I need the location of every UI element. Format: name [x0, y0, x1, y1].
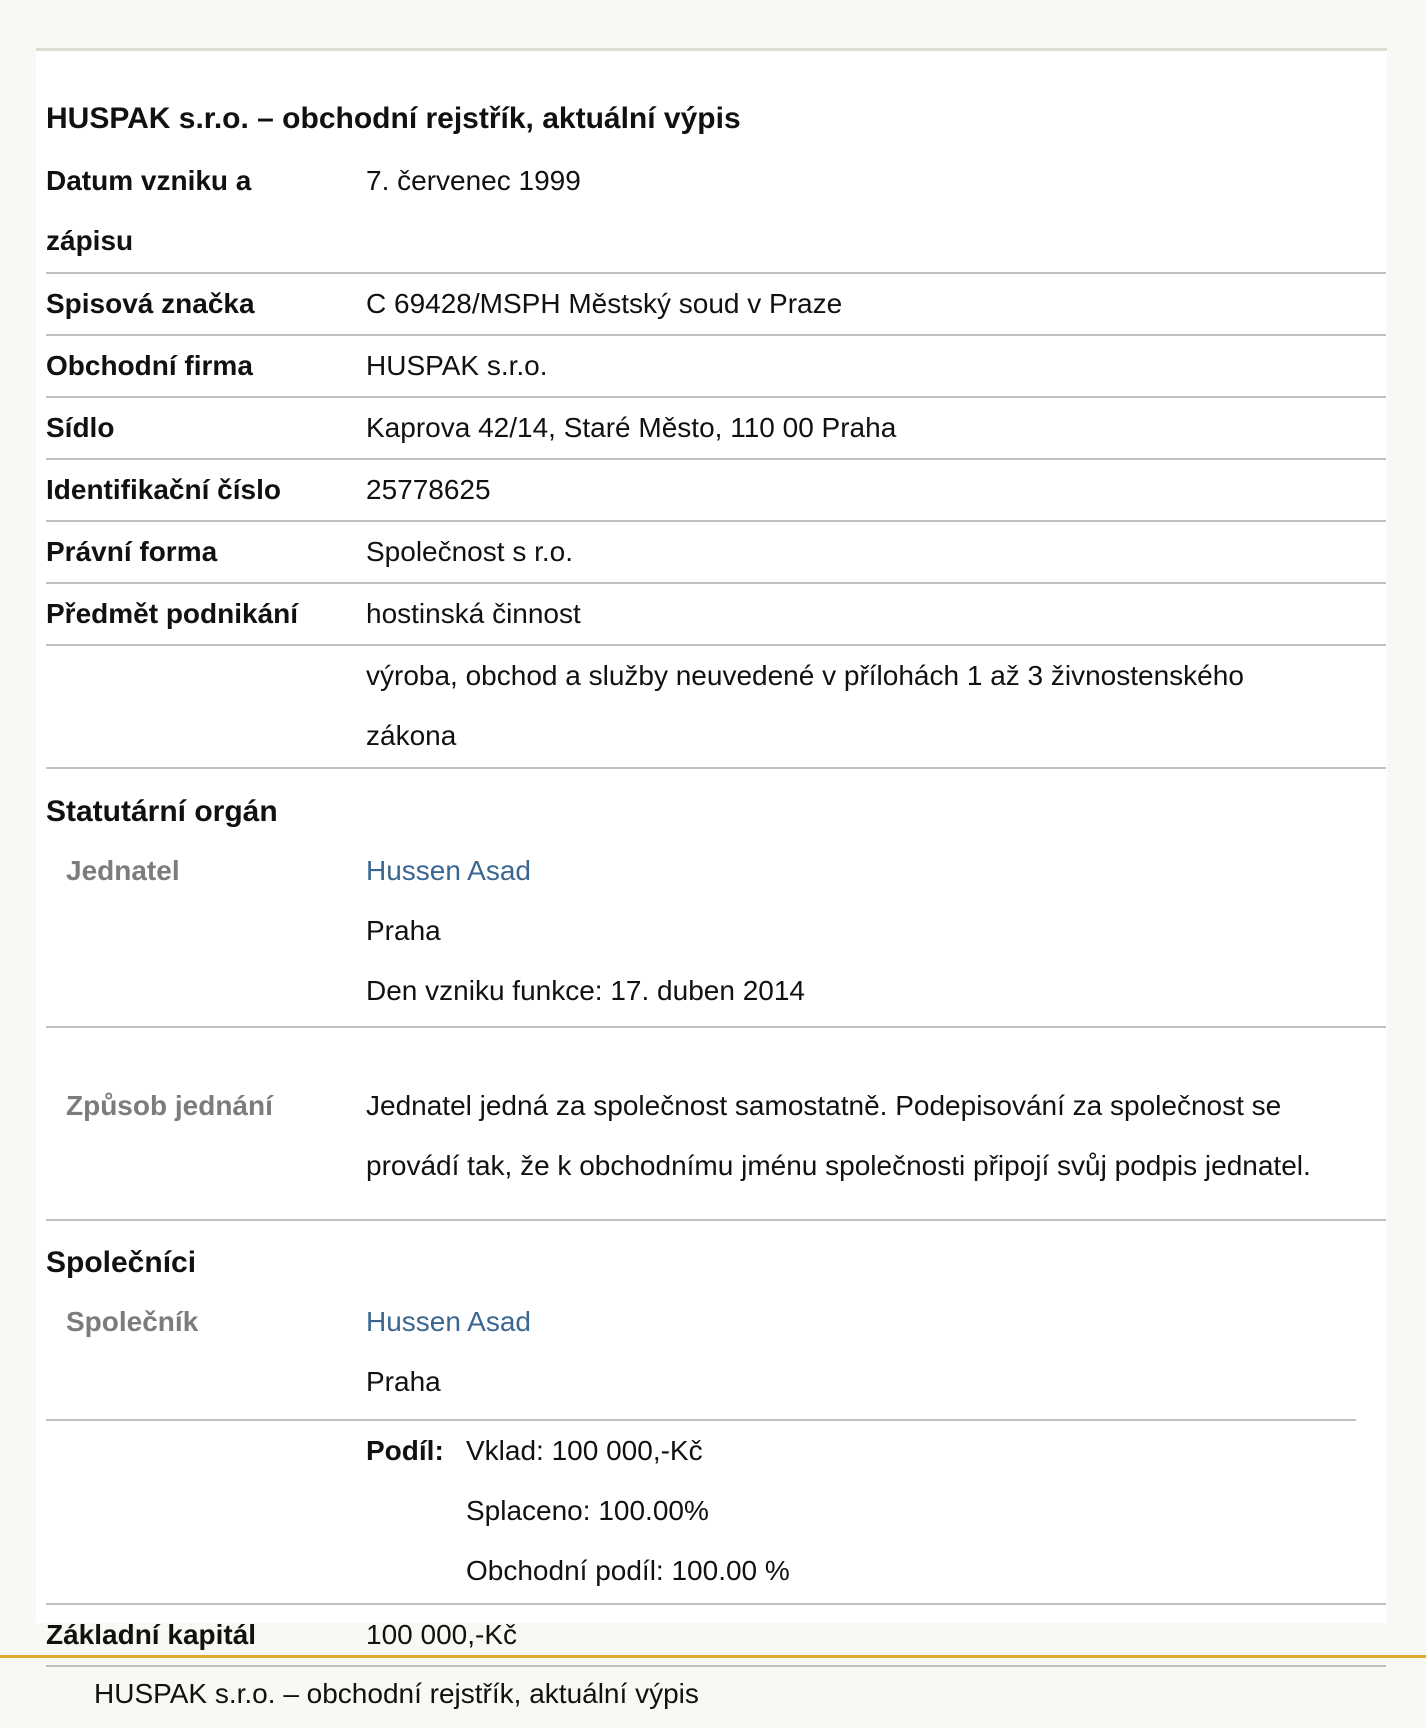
footer-title: HUSPAK s.r.o. – obchodní rejstřík, aktuální výpis — [94, 1678, 699, 1709]
row-predmet-podnikani — [46, 584, 1386, 646]
label-sidlo: Sídlo — [46, 412, 115, 443]
row-identifikacni-cislo — [46, 460, 1386, 522]
value-predmet-podnikani-1: hostinská činnost — [366, 598, 581, 629]
value-datum-vzniku: 7. červenec 1999 — [366, 165, 581, 196]
label-datum-vzniku-line2: zápisu — [46, 225, 134, 256]
spolecnik-name-link[interactable]: Hussen Asad — [366, 1306, 531, 1337]
value-zakladni-kapital: 100 000,-Kč — [366, 1619, 517, 1650]
row-datum-vzniku — [46, 151, 1386, 274]
value-identifikacni-cislo: 25778625 — [366, 474, 491, 505]
row-podil — [46, 1421, 1386, 1605]
row-sidlo — [46, 398, 1386, 460]
footer-divider — [0, 1655, 1426, 1658]
value-sidlo: Kaprova 42/14, Staré Město, 110 00 Praha — [366, 412, 897, 443]
row-spisova-znacka — [46, 274, 1386, 336]
label-jednatel: Jednatel — [66, 855, 180, 886]
registry-extract-card — [36, 51, 1387, 1650]
jednatel-name-link[interactable]: Hussen Asad — [366, 855, 531, 886]
value-predmet-podnikani-2-line2: zákona — [366, 720, 457, 751]
label-podil: Podíl: — [366, 1435, 444, 1466]
label-zakladni-kapital: Základní kapitál — [46, 1619, 257, 1650]
jednatel-since: Den vzniku funkce: 17. duben 2014 — [366, 975, 805, 1006]
zpusob-jednani-line1: Jednatel jedná za společnost samostatně. Podepisování za společnost se — [366, 1090, 1282, 1121]
spolecnik-city: Praha — [366, 1366, 441, 1397]
value-pravni-forma: Společnost s r.o. — [366, 536, 574, 567]
label-pravni-forma: Právní forma — [46, 536, 218, 567]
podil-vklad: Vklad: 100 000,-Kč — [466, 1435, 703, 1466]
podil-splaceno: Splaceno: 100.00% — [466, 1495, 709, 1526]
row-predmet-podnikani-2 — [46, 646, 1386, 769]
value-spisova-znacka: C 69428/MSPH Městský soud v Praze — [366, 288, 843, 319]
label-obchodni-firma: Obchodní firma — [46, 350, 253, 381]
label-spolecnik: Společník — [66, 1306, 199, 1337]
row-spolecnik — [46, 1292, 1356, 1421]
podil-obchodni: Obchodní podíl: 100.00 % — [466, 1555, 790, 1586]
value-obchodni-firma: HUSPAK s.r.o. — [366, 350, 548, 381]
jednatel-city: Praha — [366, 915, 441, 946]
row-obchodni-firma — [46, 336, 1386, 398]
label-spisova-znacka: Spisová značka — [46, 288, 255, 319]
row-zpusob-jednani — [46, 1051, 1386, 1221]
row-pravni-forma — [46, 522, 1386, 584]
zpusob-jednani-line2: provádí tak, že k obchodnímu jménu společnosti připojí svůj podpis jednatel. — [366, 1150, 1311, 1181]
label-datum-vzniku-line1: Datum vzniku a — [46, 165, 252, 196]
label-predmet-podnikani: Předmět podnikání — [46, 598, 299, 629]
section-heading-spolecnici: Společníci — [46, 1246, 197, 1279]
value-predmet-podnikani-2-line1: výroba, obchod a služby neuvedené v přílohách 1 až 3 živnostenského — [366, 660, 1244, 691]
page-title: HUSPAK s.r.o. – obchodní rejstřík, aktuální výpis — [46, 102, 741, 135]
row-jednatel — [46, 841, 1386, 1028]
label-zpusob-jednani: Způsob jednání — [66, 1090, 273, 1121]
label-identifikacni-cislo: Identifikační číslo — [46, 474, 281, 505]
section-heading-statutarni-organ: Statutární orgán — [46, 795, 278, 828]
